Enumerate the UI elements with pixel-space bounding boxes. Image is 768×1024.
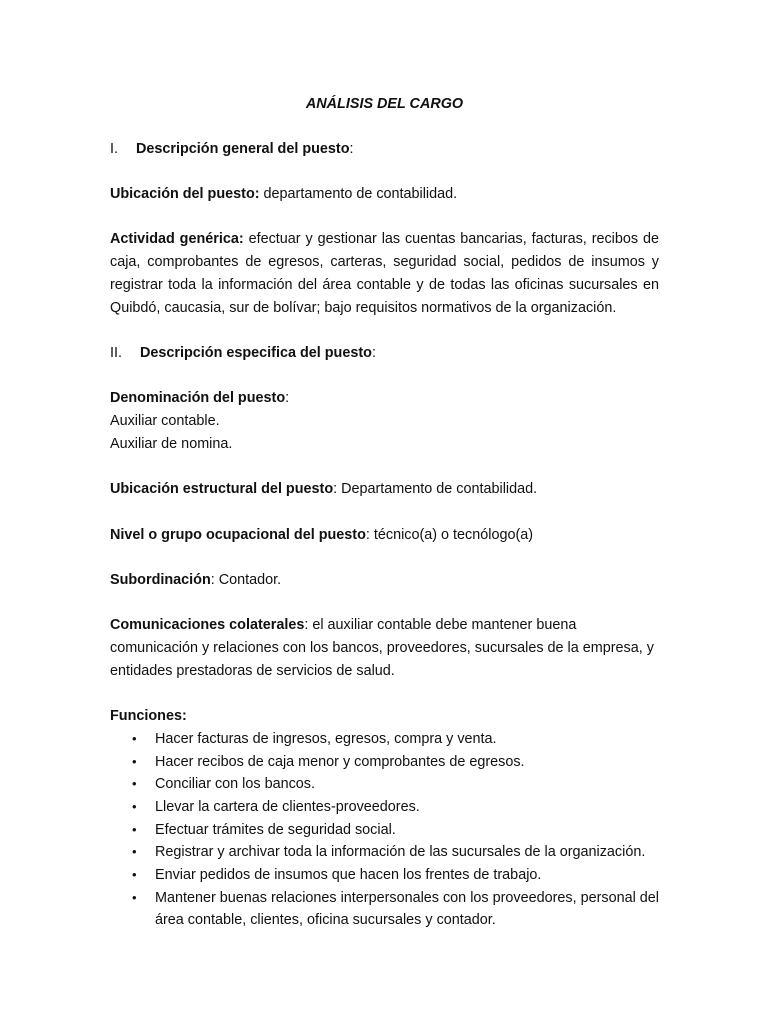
- list-item: [132, 819, 659, 842]
- section-2-title: Descripción especifica del puesto: [140, 344, 372, 361]
- ubicacion-estructural-value: : Departamento de contabilidad.: [333, 481, 538, 498]
- section-2-heading: [110, 342, 659, 365]
- bullet-icon: •: [132, 867, 137, 883]
- list-item-text: Conciliar con los bancos.: [155, 776, 315, 793]
- list-item-text: Enviar pedidos de insumos que hacen los frentes de trabajo.: [155, 867, 542, 884]
- funciones-list: [110, 728, 659, 932]
- subordinacion-paragraph: [110, 569, 659, 592]
- document-page: [110, 93, 659, 932]
- ubicacion-label: Ubicación del puesto:: [110, 186, 260, 203]
- bullet-icon: •: [132, 730, 137, 746]
- bullet-icon: •: [132, 889, 137, 905]
- list-item-text: Mantener buenas relaciones interpersonales con los proveedores, personal del área contable, clientes, oficina sucursales y contador.: [155, 889, 659, 929]
- bullet-icon: •: [132, 844, 137, 860]
- list-item-text: Hacer recibos de caja menor y comprobantes de egresos.: [155, 753, 525, 770]
- list-item: [132, 796, 659, 819]
- denominacion-colon: :: [285, 390, 290, 407]
- bullet-icon: •: [132, 798, 137, 814]
- list-item: [132, 864, 659, 887]
- denominacion-line-1: Auxiliar contable.: [110, 413, 220, 430]
- nivel-label: Nivel o grupo ocupacional del puesto: [110, 526, 366, 543]
- actividad-value: efectuar y gestionar las cuentas bancarias, facturas, recibos de caja, comprobantes de egresos, carteras, seguridad social, pedidos de insumos y registrar toda la información del área contable y de todas las oficinas sucursales en Quibdó, caucasia, sur de bolívar; bajo requisitos normativos de la organización.: [110, 231, 659, 316]
- section-1-colon: :: [349, 140, 354, 157]
- list-item: [132, 728, 659, 751]
- list-item-text: Efectuar trámites de seguridad social.: [155, 821, 396, 838]
- actividad-paragraph: [110, 228, 659, 319]
- comunicaciones-paragraph: [110, 614, 659, 682]
- list-item: [132, 841, 659, 864]
- ubicacion-estructural-paragraph: [110, 478, 659, 501]
- funciones-label: Funciones:: [110, 708, 187, 725]
- ubicacion-paragraph: [110, 183, 659, 206]
- document-title: ANÁLISIS DEL CARGO: [305, 96, 464, 112]
- list-item-text: Registrar y archivar toda la información de las sucursales de la organización.: [155, 844, 646, 861]
- subordinacion-label: Subordinación: [110, 571, 211, 588]
- ubicacion-estructural-label: Ubicación estructural del puesto: [110, 481, 334, 498]
- bullet-icon: •: [132, 821, 137, 837]
- bullet-icon: •: [132, 776, 137, 792]
- subordinacion-value: : Contador.: [210, 571, 282, 588]
- list-item: [132, 887, 659, 932]
- funciones-section: [110, 705, 659, 932]
- list-item-text: Llevar la cartera de clientes-proveedores.: [155, 798, 420, 815]
- bullet-icon: •: [132, 753, 137, 769]
- section-2-number: II.: [110, 344, 122, 361]
- actividad-label: Actividad genérica:: [110, 231, 244, 248]
- denominacion-label: Denominación del puesto: [110, 390, 286, 407]
- section-2-colon: :: [371, 344, 376, 361]
- comunicaciones-label: Comunicaciones colaterales: [110, 617, 305, 634]
- denominacion-paragraph: [110, 387, 659, 455]
- list-item-text: Hacer facturas de ingresos, egresos, compra y venta.: [155, 730, 497, 747]
- nivel-paragraph: [110, 524, 659, 547]
- list-item: [132, 773, 659, 796]
- comunicaciones-value: : el auxiliar contable debe mantener buena comunicación y relaciones con los bancos, proveedores, sucursales de la empresa, y entidades prestadoras de servicios de salud.: [110, 617, 654, 679]
- list-item: [132, 751, 659, 774]
- nivel-value: : técnico(a) o tecnólogo(a): [365, 526, 534, 543]
- ubicacion-value: departamento de contabilidad.: [259, 186, 458, 203]
- denominacion-line-2: Auxiliar de nomina.: [110, 435, 233, 452]
- section-1-title: Descripción general del puesto: [136, 140, 350, 157]
- section-1-heading: [110, 138, 659, 161]
- section-1-number: I.: [110, 140, 118, 157]
